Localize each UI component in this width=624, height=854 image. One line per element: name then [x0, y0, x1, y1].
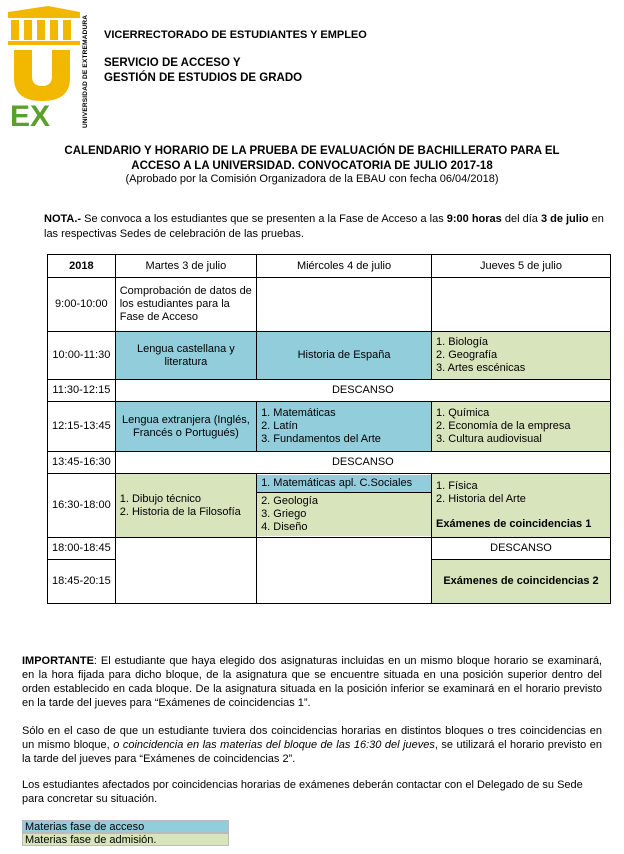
important-paragraph: IMPORTANTE: El estudiante que haya elegido dos asignaturas incluidas en un mismo bloque horario se examinará, en la hora fijada para dicho bloque, de la asignatura que se encuentre situada en una posición superior dentro del orden establecido en cada bloque. De la asignatura situada en la posición inferior se examinará en el horario previsto en la tarde del jueves para “Exámenes de coincidencias 1”.	[22, 655, 602, 709]
exam-cell: 1. Física 2. Historia del Arte Exámenes de coincidencias 1	[432, 474, 611, 538]
time-slot: 10:00-11:30	[48, 332, 116, 380]
thursday-header: Jueves 5 de julio	[432, 255, 611, 278]
exam-cell: Lengua castellana y literatura	[115, 332, 256, 380]
table-header-row	[48, 255, 611, 278]
coincidencias-paragraph: Sólo en el caso de que un estudiante tuviera dos coincidencias horarias en distintos bloques o tres coincidencias en un mismo bloque, o coincidencia en las materias del bloque de las 16:30 del jueves, se utilizará el horario previsto en la tarde del jueves para “Exámenes de coincidencias 2”.	[22, 725, 603, 765]
break-cell: DESCANSO	[432, 538, 611, 560]
time-slot: 9:00-10:00	[48, 278, 116, 332]
tuesday-header: Martes 3 de julio	[115, 255, 256, 278]
exam-cell: 1. Química 2. Economía de la empresa 3. Cultura audiovisual	[432, 402, 611, 452]
schedule-table	[47, 254, 611, 604]
exam-cell: Historia de España	[257, 332, 432, 380]
table-row	[48, 452, 611, 474]
empty-cell	[257, 278, 432, 332]
break-cell: DESCANSO	[115, 380, 610, 402]
svg-text:EX: EX	[10, 100, 51, 128]
table-row	[48, 538, 611, 560]
time-slot: 12:15-13:45	[48, 402, 116, 452]
exam-cell: Exámenes de coincidencias 2	[432, 560, 611, 604]
time-slot: 18:00-18:45	[48, 538, 116, 560]
exam-cell: 1. Dibujo técnico 2. Historia de la Filosofía	[115, 474, 256, 538]
nota-paragraph: NOTA.- Se convoca a los estudiantes que se presenten a la Fase de Acceso a las 9:00 horas del día 3 de julio en las respectivas Sedes de celebración de las pruebas.	[44, 213, 604, 240]
page-title: CALENDARIO Y HORARIO DE LA PRUEBA DE EVALUACIÓN DE BACHILLERATO PARA EL ACCESO A LA UNIVERSIDAD. CONVOCATORIA DE JULIO 2017-18	[64, 145, 560, 172]
exam-cell: 1. Matemáticas 2. Latín 3. Fundamentos del Arte	[257, 402, 432, 452]
university-logo	[6, 6, 94, 128]
vicerrectorado-heading: VICERRECTORADO DE ESTUDIANTES Y EMPLEO	[104, 29, 367, 41]
exam-cell: 1. Biología 2. Geografía 3. Artes escénicas	[432, 332, 611, 380]
table-row	[48, 402, 611, 452]
year-header: 2018	[48, 255, 116, 278]
contact-paragraph: Los estudiantes afectados por coincidencias horarias de exámenes deberán contactar con el Delegado de su Sede para concretar su situación.	[22, 779, 583, 805]
time-slot: 13:45-16:30	[48, 452, 116, 474]
exam-cell: Comprobación de datos de los estudiantes para la Fase de Acceso	[115, 278, 256, 332]
time-slot: 11:30-12:15	[48, 380, 116, 402]
time-slot: 18:45-20:15	[48, 560, 116, 604]
servicio-heading: SERVICIO DE ACCESO Y GESTIÓN DE ESTUDIOS DE GRADO	[104, 57, 303, 84]
legend-acceso: Materias fase de acceso	[22, 820, 229, 833]
empty-cell	[432, 278, 611, 332]
empty-cell	[115, 538, 256, 604]
exam-cell: 1. Matemáticas apl. C.Sociales 2. Geología 3. Griego 4. Diseño	[257, 474, 432, 538]
empty-cell	[257, 538, 432, 604]
time-slot: 16:30-18:00	[48, 474, 116, 538]
exam-cell: Lengua extranjera (Inglés, Francés o Portugués)	[115, 402, 256, 452]
table-row	[48, 278, 611, 332]
uex-logo-icon	[6, 6, 94, 128]
break-cell: DESCANSO	[115, 452, 610, 474]
table-row	[48, 474, 611, 538]
wednesday-header: Miércoles 4 de julio	[257, 255, 432, 278]
university-name-vertical: UNIVERSIDAD DE EXTREMADURA	[82, 14, 89, 128]
legend-admision: Materias fase de admisión.	[22, 833, 229, 846]
table-row	[48, 332, 611, 380]
legend	[22, 820, 229, 846]
page-subtitle: (Aprobado por la Comisión Organizadora de la EBAU con fecha 06/04/2018)	[125, 173, 499, 185]
table-row	[48, 380, 611, 402]
